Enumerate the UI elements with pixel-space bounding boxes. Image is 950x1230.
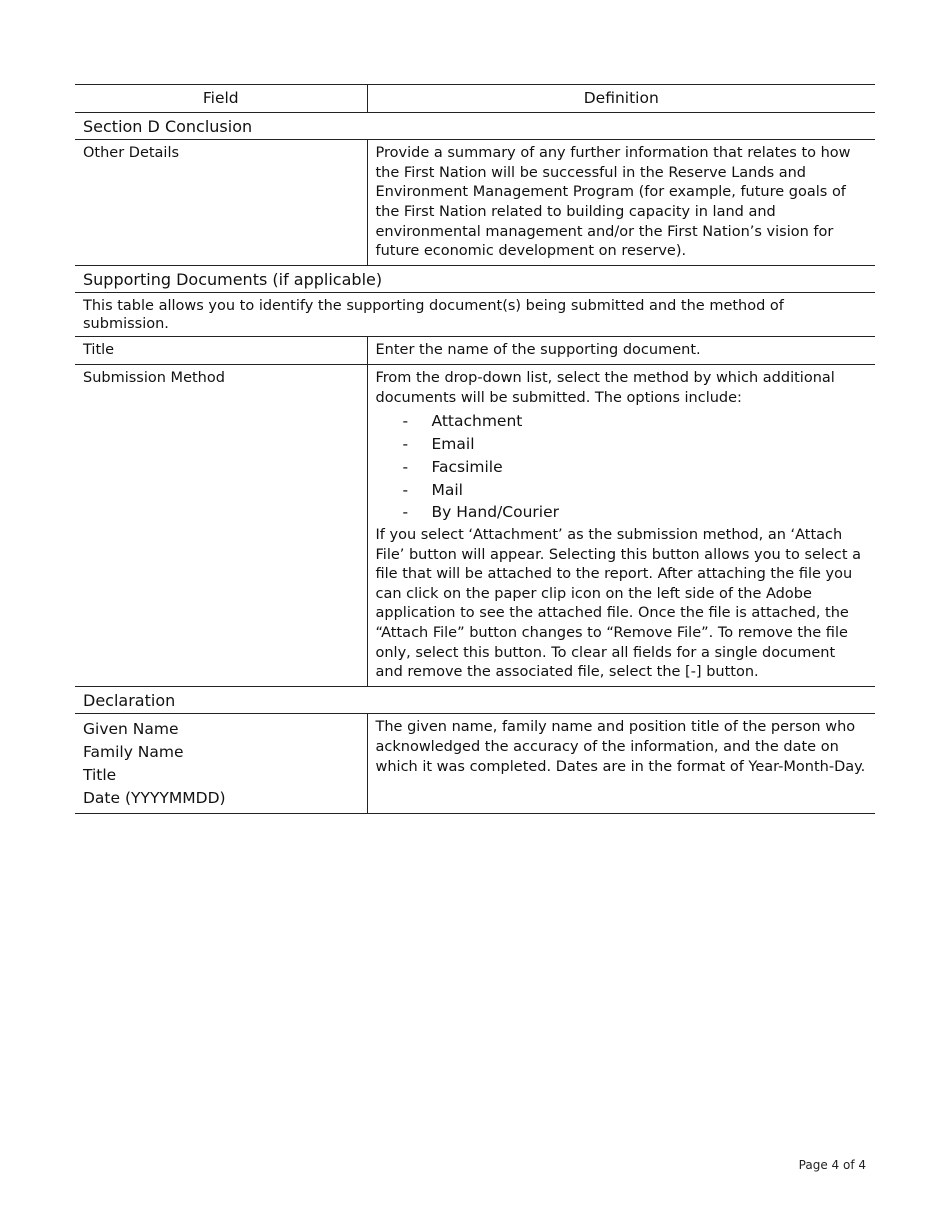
declaration-heading: Declaration bbox=[75, 686, 875, 714]
list-item: - By Hand/Courier bbox=[376, 501, 868, 524]
table-header-row bbox=[75, 85, 875, 113]
declaration-definition: The given name, family name and position title of the person who acknowledged the accuracy of the information, and the date on which it was completed. Dates are in the format of Year-Month-Day. bbox=[367, 714, 875, 814]
supporting-documents-intro-row bbox=[75, 293, 875, 337]
header-field: Field bbox=[75, 85, 367, 113]
declaration-heading-row bbox=[75, 686, 875, 714]
title-label: Title bbox=[83, 766, 117, 785]
title-field: Title bbox=[75, 337, 367, 365]
given-name-label: Given Name bbox=[83, 720, 179, 739]
supporting-documents-heading-row bbox=[75, 265, 875, 293]
submission-method-definition bbox=[367, 364, 875, 686]
header-definition: Definition bbox=[367, 85, 875, 113]
section-d-heading-row bbox=[75, 112, 875, 140]
submission-options-list bbox=[376, 410, 868, 524]
declaration-fields bbox=[75, 714, 367, 814]
family-name-label: Family Name bbox=[83, 743, 184, 762]
other-details-field: Other Details bbox=[75, 140, 367, 266]
date-label: Date (YYYYMMDD) bbox=[83, 789, 226, 808]
list-item: - Email bbox=[376, 433, 868, 456]
table-row bbox=[75, 337, 875, 365]
table-row bbox=[75, 714, 875, 814]
supporting-documents-intro: This table allows you to identify the supporting document(s) being submitted and the method of submission. bbox=[75, 293, 875, 337]
field-definition-table bbox=[75, 84, 875, 814]
list-item: - Facsimile bbox=[376, 456, 868, 479]
supporting-documents-heading: Supporting Documents (if applicable) bbox=[75, 265, 875, 293]
section-d-heading: Section D Conclusion bbox=[75, 112, 875, 140]
page-number: Page 4 of 4 bbox=[798, 1158, 866, 1172]
table-row bbox=[75, 140, 875, 266]
other-details-definition: Provide a summary of any further information that relates to how the First Nation will be successful in the Reserve Lands and Environment Management Program (for example, future goals of the First Nation related to building capacity in land and environmental management and/or the First Nation’s vision for future economic development on reserve). bbox=[367, 140, 875, 266]
table-row bbox=[75, 364, 875, 686]
submission-method-field: Submission Method bbox=[75, 364, 367, 686]
title-definition: Enter the name of the supporting document. bbox=[367, 337, 875, 365]
submission-method-intro: From the drop-down list, select the method by which additional documents will be submitted. The options include: bbox=[375, 369, 835, 406]
list-item: - Mail bbox=[376, 479, 868, 502]
submission-method-details: If you select ‘Attachment’ as the submission method, an ‘Attach File’ button will appear. Selecting this button allows you to select a file that will be attached to the report. After attaching the file you can click on the paper clip icon on the left side of the Adobe application to see the attached file. Once the file is attached, the “Attach File” button changes to “Remove File”. To remove the file only, select this button. To clear all fields for a single document and remove the associated file, select the [-] button. bbox=[375, 527, 862, 681]
list-item: - Attachment bbox=[376, 410, 868, 433]
